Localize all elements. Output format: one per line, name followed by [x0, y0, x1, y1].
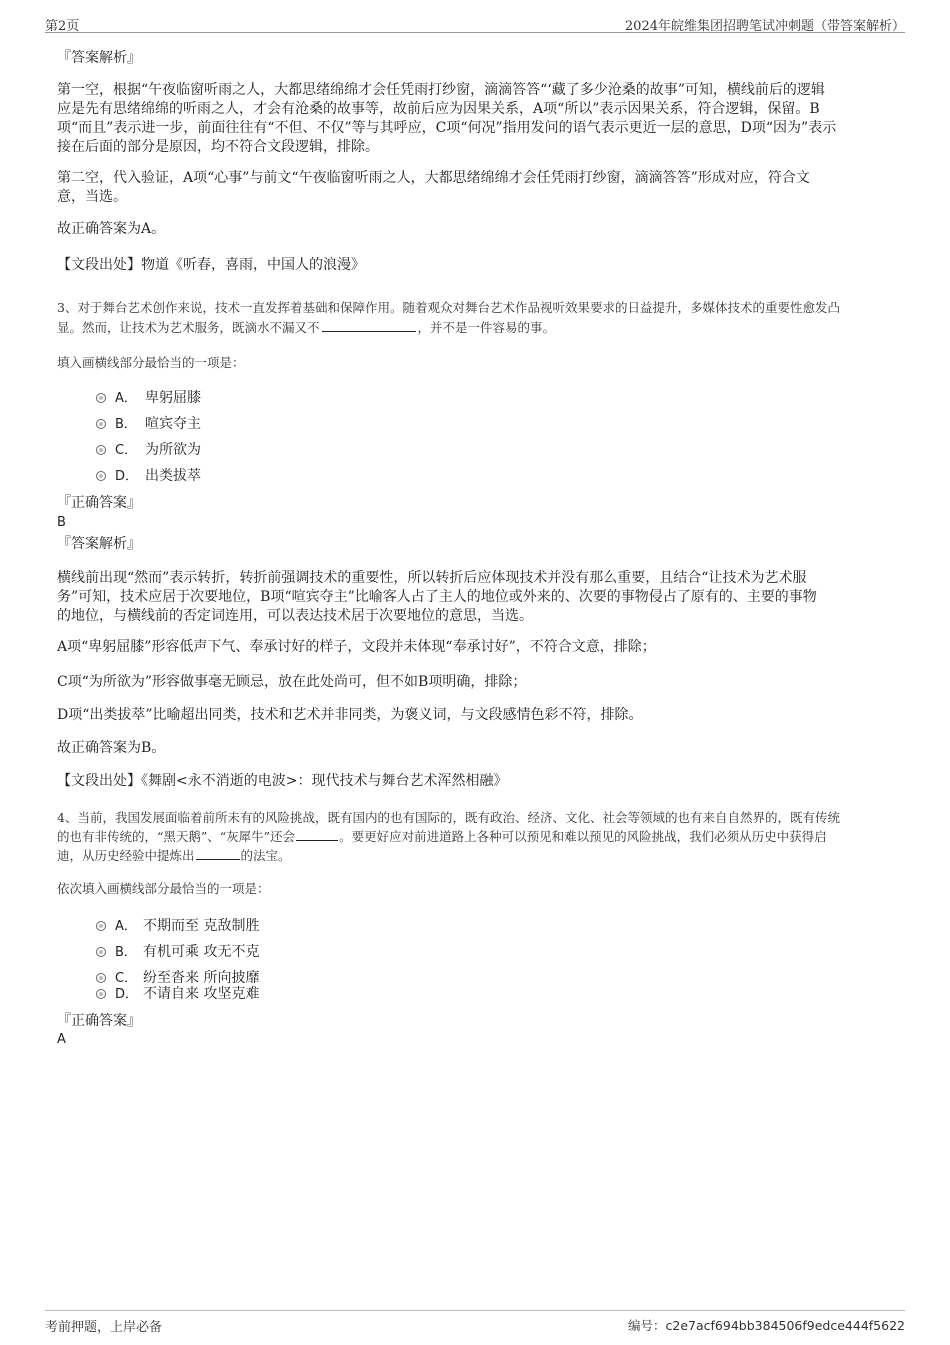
q3-stem-line2 — [57, 318, 897, 338]
document-title: 2024年皖维集团招聘笔试冲刺题（带答案解析） — [624, 19, 905, 34]
q4-option-b[interactable] — [96, 942, 259, 962]
q4-stem-text-a: 的也有非传统的，“黑天鹅”、“灰犀牛”还会 — [57, 829, 296, 844]
q3-option-a-text: 卑躬屈膝 — [145, 390, 201, 406]
q3-answer-blank — [322, 319, 416, 332]
q4-option-a-text: 不期而至 克敌制胜 — [143, 918, 260, 934]
q4-option-d[interactable] — [96, 984, 259, 1004]
q2-analysis-para2-line2: 意，当选。 — [57, 189, 127, 205]
q3-option-c-text: 为所欲为 — [145, 442, 201, 458]
q3-prompt: 填入画横线部分最恰当的一项是： — [57, 355, 245, 370]
q3-source: 【文段出处】《舞剧<永不消逝的电波>：现代技术与舞台艺术浑然相融》 — [57, 773, 508, 789]
radio-icon[interactable] — [96, 419, 106, 429]
q2-analysis-para1-line3: 项“而且”表示进一步，前面往往有“不但、不仅”等与其呼应，C项“何况”指用发问的语气表示更近一层的意思，D项“因为”表示 — [57, 120, 837, 136]
q4-prompt: 依次填入画横线部分最恰当的一项是： — [57, 881, 270, 896]
q4-option-b-letter: B． — [115, 945, 137, 960]
q2-analysis-para1-line1: 第一空，根据“午夜临窗听雨之人，大都思绪绵绵才会任凭雨打纱窗，滴滴答答“‘藏了多少沧桑的故事”可知，横线前后的逻辑 — [57, 82, 825, 98]
document-id: 编号：c2e7acf694bb384506f9edce444f5622 — [628, 1318, 905, 1333]
radio-icon[interactable] — [96, 471, 106, 481]
q3-answer-heading: 『正确答案』 — [57, 495, 141, 511]
q2-source: 【文段出处】物道《听春，喜雨，中国人的浪漫》 — [57, 257, 365, 273]
radio-icon[interactable] — [96, 947, 106, 957]
q4-option-d-letter: D． — [115, 987, 139, 1002]
page-number: 第2页 — [45, 19, 80, 34]
radio-icon[interactable] — [96, 921, 106, 931]
q4-answer-heading: 『正确答案』 — [57, 1013, 141, 1029]
footer-slogan: 考前押题，上岸必备 — [45, 1320, 163, 1335]
q3-option-a[interactable] — [96, 388, 201, 408]
q3-analysis-para1-line1: 横线前出现“然而”表示转折，转折前强调技术的重要性，所以转折后应体现技术并没有那么重要，且结合“让技术为艺术服 — [57, 570, 807, 586]
q3-analysis-heading: 『答案解析』 — [57, 536, 141, 552]
radio-icon[interactable] — [96, 393, 106, 403]
page-header — [45, 12, 905, 33]
q3-option-c-letter: C． — [115, 443, 138, 458]
q3-option-a-letter: A． — [115, 391, 137, 406]
q4-answer-blank-1 — [296, 828, 338, 841]
q3-option-b-letter: B． — [115, 417, 137, 432]
q4-option-c-letter: C． — [115, 971, 138, 986]
q2-analysis-para1-line2: 应是先有思绪绵绵的听雨之人，才会有沧桑的故事等，故前后应为因果关系，A项“所以”表示因果关系，符合逻辑，保留。B — [57, 101, 820, 117]
q4-stem-line3 — [57, 846, 897, 866]
q4-stem-line1: 4、当前，我国发展面临着前所未有的风险挑战，既有国内的也有国际的，既有政治、经济、文化、社会等领域的也有来自自然界的，既有传统 — [57, 810, 840, 825]
q3-option-d[interactable] — [96, 466, 201, 486]
q3-analysis-para3: C项“为所欲为”形容做事毫无顾忌，放在此处尚可，但不如B项明确，排除； — [57, 674, 527, 690]
q3-option-d-text: 出类拔萃 — [145, 468, 201, 484]
radio-icon[interactable] — [96, 973, 106, 983]
q3-conclusion: 故正确答案为B。 — [57, 740, 166, 756]
q4-stem-line2 — [57, 827, 897, 847]
q3-stem-text-a: 显。然而，让技术为艺术服务，既滴水不漏又不 — [57, 320, 320, 335]
q2-analysis-para2-line1: 第二空，代入验证，A项“心事”与前文“午夜临窗听雨之人，大都思绪绵绵才会任凭雨打纱窗，滴滴答答”形成对应，符合文 — [57, 170, 810, 186]
q4-option-a-letter: A． — [115, 919, 137, 934]
q2-analysis-heading: 『答案解析』 — [57, 50, 141, 66]
q4-stem-text-c: 迪，从历史经验中提炼出 — [57, 848, 195, 863]
q4-option-b-text: 有机可乘 攻无不克 — [143, 944, 260, 960]
q4-option-c-text: 纷至沓来 所向披靡 — [143, 970, 260, 986]
page-footer — [45, 1310, 905, 1335]
q3-analysis-para1-line3: 的地位，与横线前的否定词连用，可以表达技术居于次要地位的意思，当选。 — [57, 608, 533, 624]
q3-option-c[interactable] — [96, 440, 201, 460]
q4-answer-blank-2 — [196, 847, 240, 860]
q4-stem-text-b: 。要更好应对前进道路上各种可以预见和难以预见的风险挑战，我们必须从历史中获得启 — [339, 829, 827, 844]
q3-stem-text-b: ，并不是一件容易的事。 — [417, 320, 556, 335]
radio-icon[interactable] — [96, 989, 106, 999]
q3-stem-line1: 3、对于舞台艺术创作来说，技术一直发挥着基础和保障作用。随着观众对舞台艺术作品视听效果要求的日益提升，多媒体技术的重要性愈发凸 — [57, 300, 840, 315]
radio-icon[interactable] — [96, 445, 106, 455]
q4-option-a[interactable] — [96, 916, 259, 936]
q2-conclusion: 故正确答案为A。 — [57, 221, 166, 237]
q3-option-b[interactable] — [96, 414, 201, 434]
q3-option-d-letter: D． — [115, 469, 139, 484]
q3-analysis-para1-line2: 务”可知，技术应居于次要地位，B项“喧宾夺主”比喻客人占了主人的地位或外来的、次要的事物侵占了原有的、主要的事物 — [57, 589, 817, 605]
q2-analysis-para1-line4: 接在后面的部分是原因，均不符合文段逻辑，排除。 — [57, 139, 379, 155]
q4-answer: A — [57, 1032, 66, 1047]
q3-option-b-text: 喧宾夺主 — [145, 416, 201, 432]
q3-analysis-para2: A项“卑躬屈膝”形容低声下气、奉承讨好的样子，文段并未体现“奉承讨好”，不符合文意，排除； — [57, 639, 656, 655]
q4-stem-text-d: 的法宝。 — [240, 848, 291, 863]
q3-analysis-para4: D项“出类拔萃”比喻超出同类，技术和艺术并非同类，为褒义词，与文段感情色彩不符，排除。 — [57, 707, 643, 723]
q4-option-d-text: 不请自来 攻坚克难 — [143, 986, 260, 1002]
q3-answer: B — [57, 515, 66, 530]
